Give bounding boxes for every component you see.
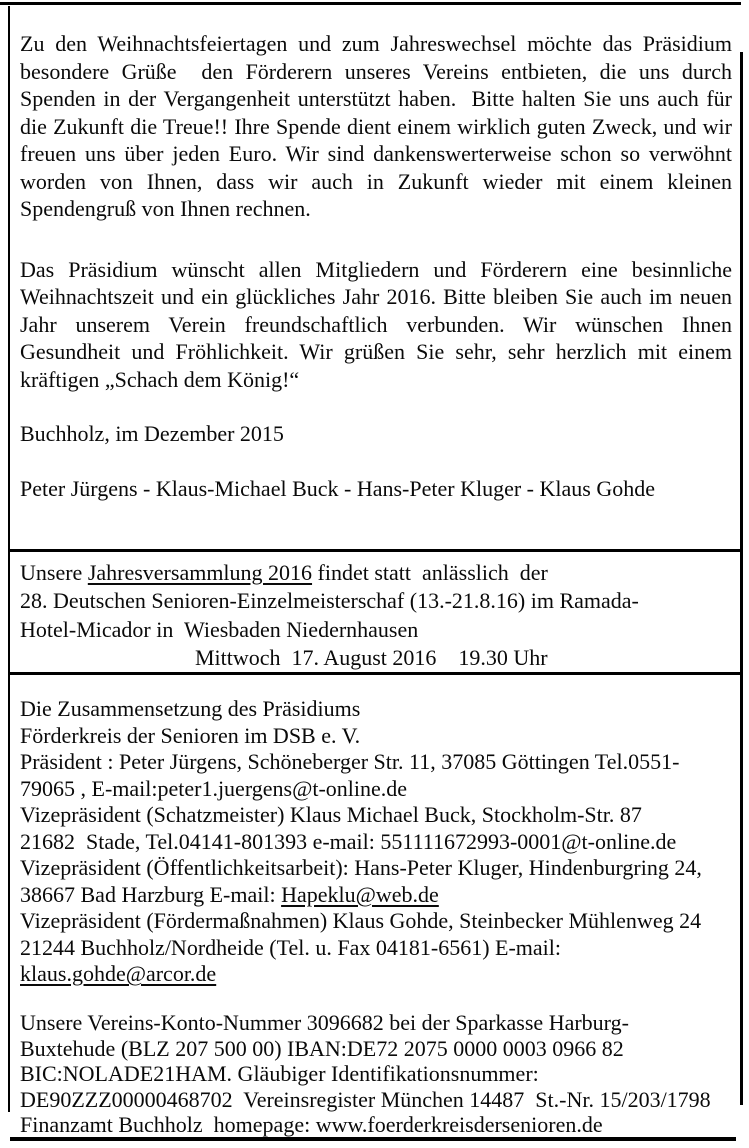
meeting-line1-suffix: findet statt anlässlich der	[312, 560, 548, 585]
org-name: Förderkreis der Senioren im DSB e. V.	[20, 722, 361, 748]
bank-info-section	[20, 1010, 738, 1138]
separator-rule-after-meeting	[8, 672, 743, 675]
email-link-gohde[interactable]: klaus.gohde@arcor.de	[20, 961, 217, 986]
bank-bic-line: BIC:NOLADE21HAM. Gläubiger Identifikationsnummer:	[20, 1061, 539, 1086]
greeting-section	[20, 30, 738, 502]
registry-line: DE90ZZZ00000468702 Vereinsregister München 14487 St.-Nr. 15/203/1798	[20, 1086, 711, 1112]
vp-treasurer-line-1: Vizepräsident (Schatzmeister) Klaus Michael Buck, Stockholm-Str. 87	[20, 802, 642, 827]
tax-office-homepage-line: Finanzamt Buchholz homepage: www.foerderkreisdersenioren.de	[20, 1112, 603, 1137]
meeting-notice-line-1	[20, 559, 732, 587]
right-border-rule	[740, 52, 743, 1105]
dateline: Buchholz, im Dezember 2015	[20, 421, 284, 446]
top-border-rule	[0, 2, 741, 5]
email-link-kluger[interactable]: Hapeklu@web.de	[281, 881, 439, 907]
meeting-notice-section	[20, 559, 732, 672]
vp-publicity-line-2	[20, 882, 738, 909]
vp-funding-line-1: Vizepräsident (Fördermaßnahmen) Klaus Gohde, Steinbecker Mühlenweg 24	[20, 908, 702, 933]
bank-account-line: Unsere Vereins-Konto-Nummer 3096682 bei der Sparkasse Harburg-	[20, 1010, 629, 1035]
separator-rule-after-greeting	[8, 549, 743, 552]
vp-funding-email-line	[20, 961, 738, 988]
vp-publicity-line-1: Vizepräsident (Öffentlichkeitsarbeit): Hans-Peter Kluger, Hindenburgring 24,	[20, 855, 702, 880]
meeting-title-underlined: Jahresversammlung 2016	[87, 560, 313, 585]
vp-funding-line-2: 21244 Buchholz/Nordheide (Tel. u. Fax 04181-6561) E-mail:	[20, 934, 562, 960]
praesidium-section	[20, 696, 738, 988]
praesidium-heading: Die Zusammensetzung des Präsidiums	[20, 696, 361, 721]
meeting-line1-prefix: Unsere	[20, 560, 88, 585]
president-line-1: Präsident : Peter Jürgens, Schöneberger Str. 11, 37085 Göttingen Tel.0551-	[20, 749, 680, 774]
meeting-date-time-line: Mittwoch 17. August 2016 19.30 Uhr	[195, 644, 548, 670]
vp-publicity-line2-prefix: 38667 Bad Harzburg E-mail:	[20, 881, 282, 907]
meeting-notice-line-3: Hotel-Micador in Wiesbaden Niedernhausen	[20, 616, 419, 642]
vp-treasurer-line-2: 21682 Stade, Tel.04141-801393 e-mail: 551111672993-0001@t-online.de	[20, 828, 677, 854]
bank-iban-line: Buxtehude (BLZ 207 500 00) IBAN:DE72 2075 0000 0003 0966 82	[20, 1035, 624, 1061]
left-border-rule	[8, 6, 10, 1112]
president-line-2: 79065 , E-mail:peter1.juergens@t-online.de	[20, 775, 408, 801]
meeting-notice-line-2: 28. Deutschen Senioren-Einzelmeisterschaf (13.-21.8.16) im Ramada-	[20, 588, 639, 614]
bottom-border-rule	[10, 1137, 736, 1141]
greeting-paragraph-1: Zu den Weihnachtsfeiertagen und zum Jahreswechsel möchte das Präsidium besondere Grüße den Förderern unseres Vereins entbieten, die uns durch Spenden in der Vergangenheit unterstützt haben. Bitte halten Sie uns auch für die Zukunft die Treue!! Ihre Spende dient einem wirklich guten Zweck, und wir freuen uns über jeden Euro. Wir sind dankenswerterweise schon so verwöhnt worden von Ihnen, dass wir auch in Zukunft wieder mit einem kleinen Spendengruß von Ihnen rechnen.	[20, 31, 738, 221]
greeting-paragraph-2: Das Präsidium wünscht allen Mitgliedern und Förderern eine besinnliche Weihnachtszeit und ein glückliches Jahr 2016. Bitte bleiben Sie auch im neuen Jahr unserem Verein freundschaftlich verbunden. Wir wünschen Ihnen Gesundheit und Fröhlichkeit. Wir grüßen Sie sehr, sehr herzlich mit einem kräftigen „Schach dem König!“	[20, 256, 738, 392]
signatures-line: Peter Jürgens - Klaus-Michael Buck - Hans-Peter Kluger - Klaus Gohde	[20, 475, 655, 501]
